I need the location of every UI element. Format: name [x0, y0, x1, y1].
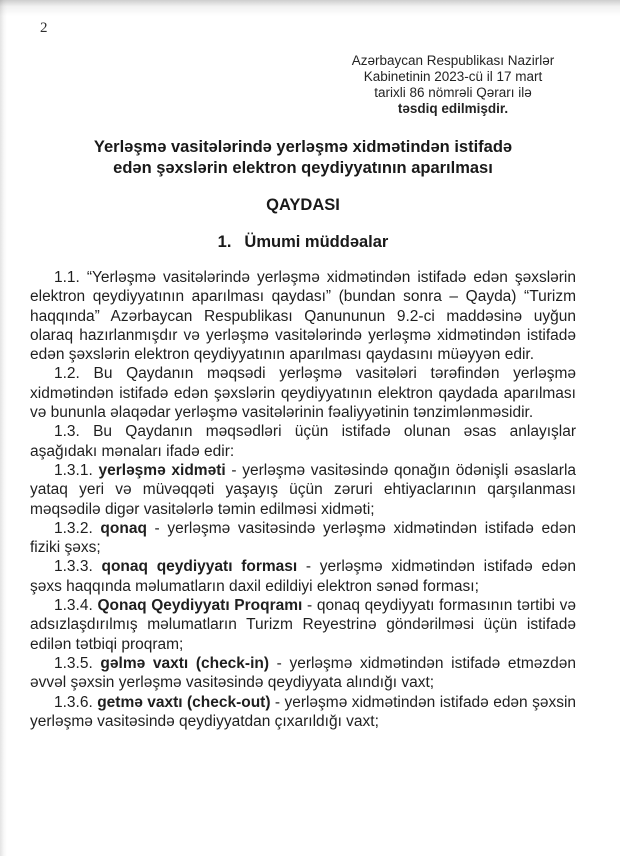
paragraph-1-3	[30, 422, 576, 461]
paragraph-text: “Yerləşmə vasitələrində yerləşmə xidmətindən istifadə edən şəxslərin elektron qeydiyyatının aparılması qaydası” (bundan sonra – Qayda) “Turizm haqqında” Azərbaycan Respublikası Qanununun 9.2-ci maddəsinə uyğun olaraq hazırlanmışdır və yerləşmə vasitələrində yerləşmə xidmətindən istifadə edən şəxslərin elektron qeydiyyatının aparılması qaydasını müəyyən edir.	[30, 269, 576, 364]
paragraph-number: 1.2.	[54, 365, 94, 383]
document-title-line-1: Yerləşmə vasitələrində yerləşmə xidmətindən istifadə	[93, 138, 513, 156]
document-subtitle: QAYDASI	[266, 196, 340, 214]
paragraph-text: - yerləşmə xidmətindən istifadə etməzdən əvvəl şəxsin yerləşmə vasitəsində qeydiyyata alındığı vaxt;	[30, 654, 576, 692]
paragraph-text: - yerləşmə xidmətindən istifadə edən şəxsin yerləşmə vasitəsində qeydiyyatdan çıxarıldığı vaxt;	[30, 693, 577, 730]
approval-line-bold: təsdiq edilmişdir.	[397, 101, 509, 116]
paragraph-number: 1.3.2.	[54, 519, 101, 537]
paragraph-term: yerləşmə xidməti	[98, 461, 226, 479]
approval-line-1: Azərbaycan Respublikası Nazirlər	[351, 53, 555, 68]
document-title-line-2: edən şəxslərin elektron qeydiyyatının aparılması	[113, 159, 493, 177]
paragraph-1-3-1	[30, 461, 576, 519]
paragraph-text: - yerləşmə vasitəsində qonağın ödənişli əsaslarla yataq yeri və müvəqqəti yaşayış üçün zəruri ehtiyaclarının qarşılanması məqsədilə digər vasitələrlə təmin edilməsi xidməti;	[30, 461, 577, 518]
section-heading	[30, 233, 576, 252]
section-title: Ümumi müddəalar	[244, 233, 389, 251]
document-title	[30, 137, 576, 179]
paragraph-number: 1.3.	[54, 423, 94, 441]
paragraph-1-3-4	[30, 596, 576, 654]
paragraph-number: 1.3.5.	[54, 654, 101, 672]
section-number: 1.	[217, 233, 232, 251]
approval-line-3: tarixli 86 nömrəli Qərarı ilə	[374, 85, 532, 100]
paragraph-text: - qonaq qeydiyyatı formasının tərtibi və adsızlaşdırılmış məlumatların Turizm Reyestrinə göndərilməsi üçün istifadə edilən tətbiqi proqram;	[30, 597, 576, 653]
paragraph-text: - yerləşmə vasitəsində yerləşmə xidmətindən istifadə edən fiziki şəxs;	[30, 519, 576, 557]
paragraph-1-2	[30, 364, 576, 422]
paragraph-term: Qonaq Qeydiyyatı Proqramı	[97, 597, 303, 615]
paragraph-term: qonaq	[100, 519, 147, 537]
paragraph-number: 1.3.6.	[54, 693, 98, 711]
paragraph-number: 1.1.	[54, 269, 87, 286]
paragraph-1-3-6	[30, 693, 576, 732]
paragraph-1-3-3	[30, 557, 576, 596]
paragraph-term: getmə vaxtı (check-out)	[97, 693, 271, 711]
page-number: 2	[40, 20, 48, 36]
paragraph-number: 1.3.1.	[54, 461, 99, 479]
paragraph-1-1	[30, 268, 576, 364]
paragraph-number: 1.3.4.	[54, 597, 98, 615]
paragraph-1-3-5	[30, 654, 576, 693]
paragraph-term: gəlmə vaxtı (check-in)	[100, 654, 270, 672]
paragraph-text: Bu Qaydanın məqsədi yerləşmə vasitələri tərəfindən yerləşmə xidmətindən istifadə edən şəxslərin qeydiyyatının elektron qaydada aparılması və bununla əlaqədar yerləşmə vasitələrinin fəaliyyətinin tənzimlənməsidir.	[30, 365, 576, 422]
paragraph-term: qonaq qeydiyyatı forması	[101, 558, 298, 576]
paragraph-text: - yerləşmə xidmətindən istifadə edən şəxs haqqında məlumatların daxil edildiyi elektron sənəd forması;	[30, 558, 576, 595]
paragraph-number: 1.3.3.	[54, 558, 102, 576]
paragraph-text: Bu Qaydanın məqsədləri üçün istifadə olunan əsas anlayışlar aşağıdakı mənaları ifadə edir:	[30, 423, 576, 460]
document-body	[30, 268, 576, 731]
scan-top-edge-shadow	[0, 0, 620, 16]
approval-line-2: Kabinetinin 2023-cü il 17 mart	[363, 69, 543, 84]
approval-note	[340, 53, 566, 117]
paragraph-1-3-2	[30, 519, 576, 558]
scan-left-edge-shadow	[0, 0, 7, 856]
